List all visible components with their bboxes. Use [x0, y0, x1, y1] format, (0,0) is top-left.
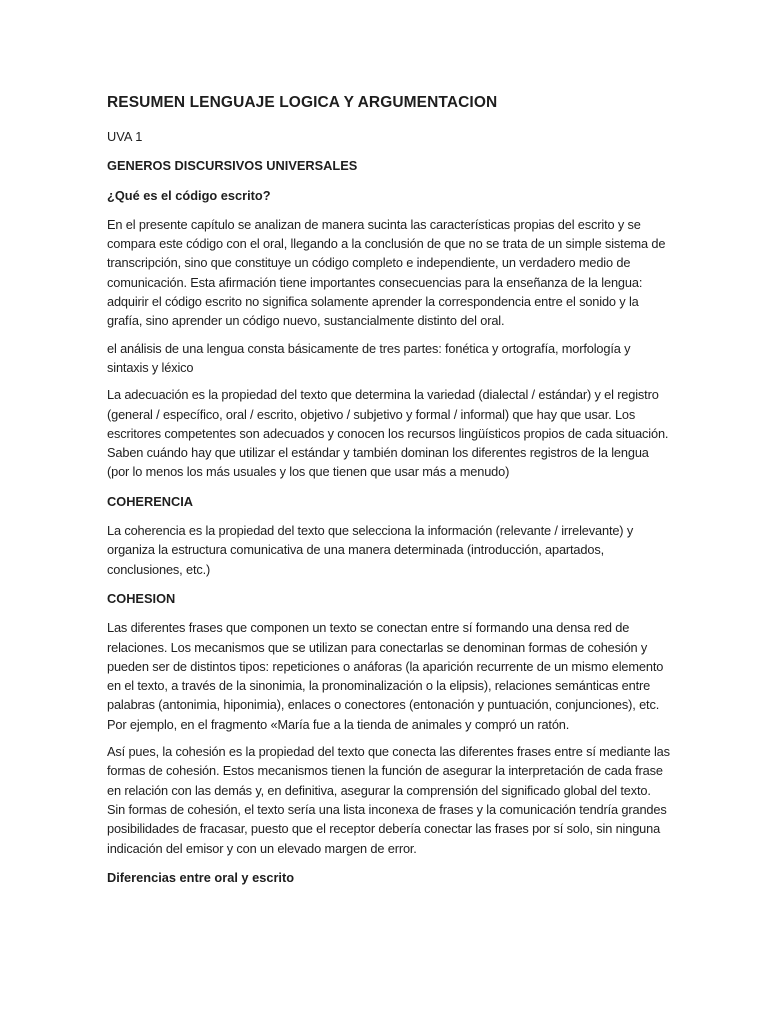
unit-label: UVA 1 — [107, 129, 143, 144]
heading-diferencias: Diferencias entre oral y escrito — [107, 869, 295, 885]
question-heading-codigo-escrito: ¿Qué es el código escrito? — [107, 187, 271, 203]
document-title: RESUMEN LENGUAJE LOGICA Y ARGUMENTACION — [107, 94, 498, 111]
paragraph-analysis: el análisis de una lengua consta básicamente de tres partes: fonética y ortografía, morfología y sintaxis y léxico — [107, 340, 631, 375]
heading-coherencia: COHERENCIA — [107, 493, 194, 509]
paragraph-cohesion-2: Así pues, la cohesión es la propiedad del texto que conecta las diferentes frases entre sí mediante las formas de cohesión. Estos mecanismos tienen la función de asegurar la interpretación de cada frase en relación con las demás y, en definitiva, asegurar la comprensión del significado global del texto. Sin formas de cohesión, el texto sería una lista inconexa de frases y la comunicación tendría grandes posibilidades de fracasar, puesto que el receptor debería conectar las frases por sí solo, sin ninguna indicación del emisor y con un elevado margen de error. — [107, 744, 670, 856]
paragraph-intro: En el presente capítulo se analizan de manera sucinta las características propias del escrito y se compara este código con el oral, llegando a la conclusión de que no se trata de un simple sistema de transcripción, sino que constituye un código completo e independiente, un verdadero medio de comunicación. Esta afirmación tiene importantes consecuencias para la enseñanza de la lengua: adquirir el código escrito no significa solamente aprender la correspondencia entre el sonido y la grafía, sino aprender un código nuevo, sustancialmente distinto del oral. — [107, 216, 666, 329]
heading-cohesion: COHESION — [107, 590, 176, 606]
section-heading-generos: GENEROS DISCURSIVOS UNIVERSALES — [107, 158, 358, 174]
paragraph-cohesion-1: Las diferentes frases que componen un texto se conectan entre sí formando una densa red de relaciones. Los mecanismos que se utilizan para conectarlas se denominan formas de cohesión y pueden ser de distintos tipos: repeticiones o anáforas (la aparición recurrente de un mismo elemento en el texto, a través de la sinonimia, la pronominalización o la elipsis), relaciones semánticas entre palabras (antonimia, hiponimia), enlaces o conectores (entonación y puntuación, conjunciones), etc. Por ejemplo, en el fragmento «María fue a la tienda de animales y compró un ratón. — [107, 620, 664, 732]
paragraph-coherence: La coherencia es la propiedad del texto que selecciona la información (relevante / irrelevante) y organiza la estructura comunicativa de una manera determinada (introducción, apartados, conclusiones, etc.) — [107, 523, 634, 577]
paragraph-adequacy: La adecuación es la propiedad del texto que determina la variedad (dialectal / estándar) y el registro (general / específico, oral / escrito, objetivo / subjetivo y formal / informal) que hay que usar. Los escritores competentes son adecuados y conocen los recursos lingüísticos propios de cada situación. Saben cuándo hay que utilizar el estándar y también dominan los diferentes registros de la lengua (por lo menos los más usuales y los que tienen que usar más a menudo) — [107, 387, 669, 480]
